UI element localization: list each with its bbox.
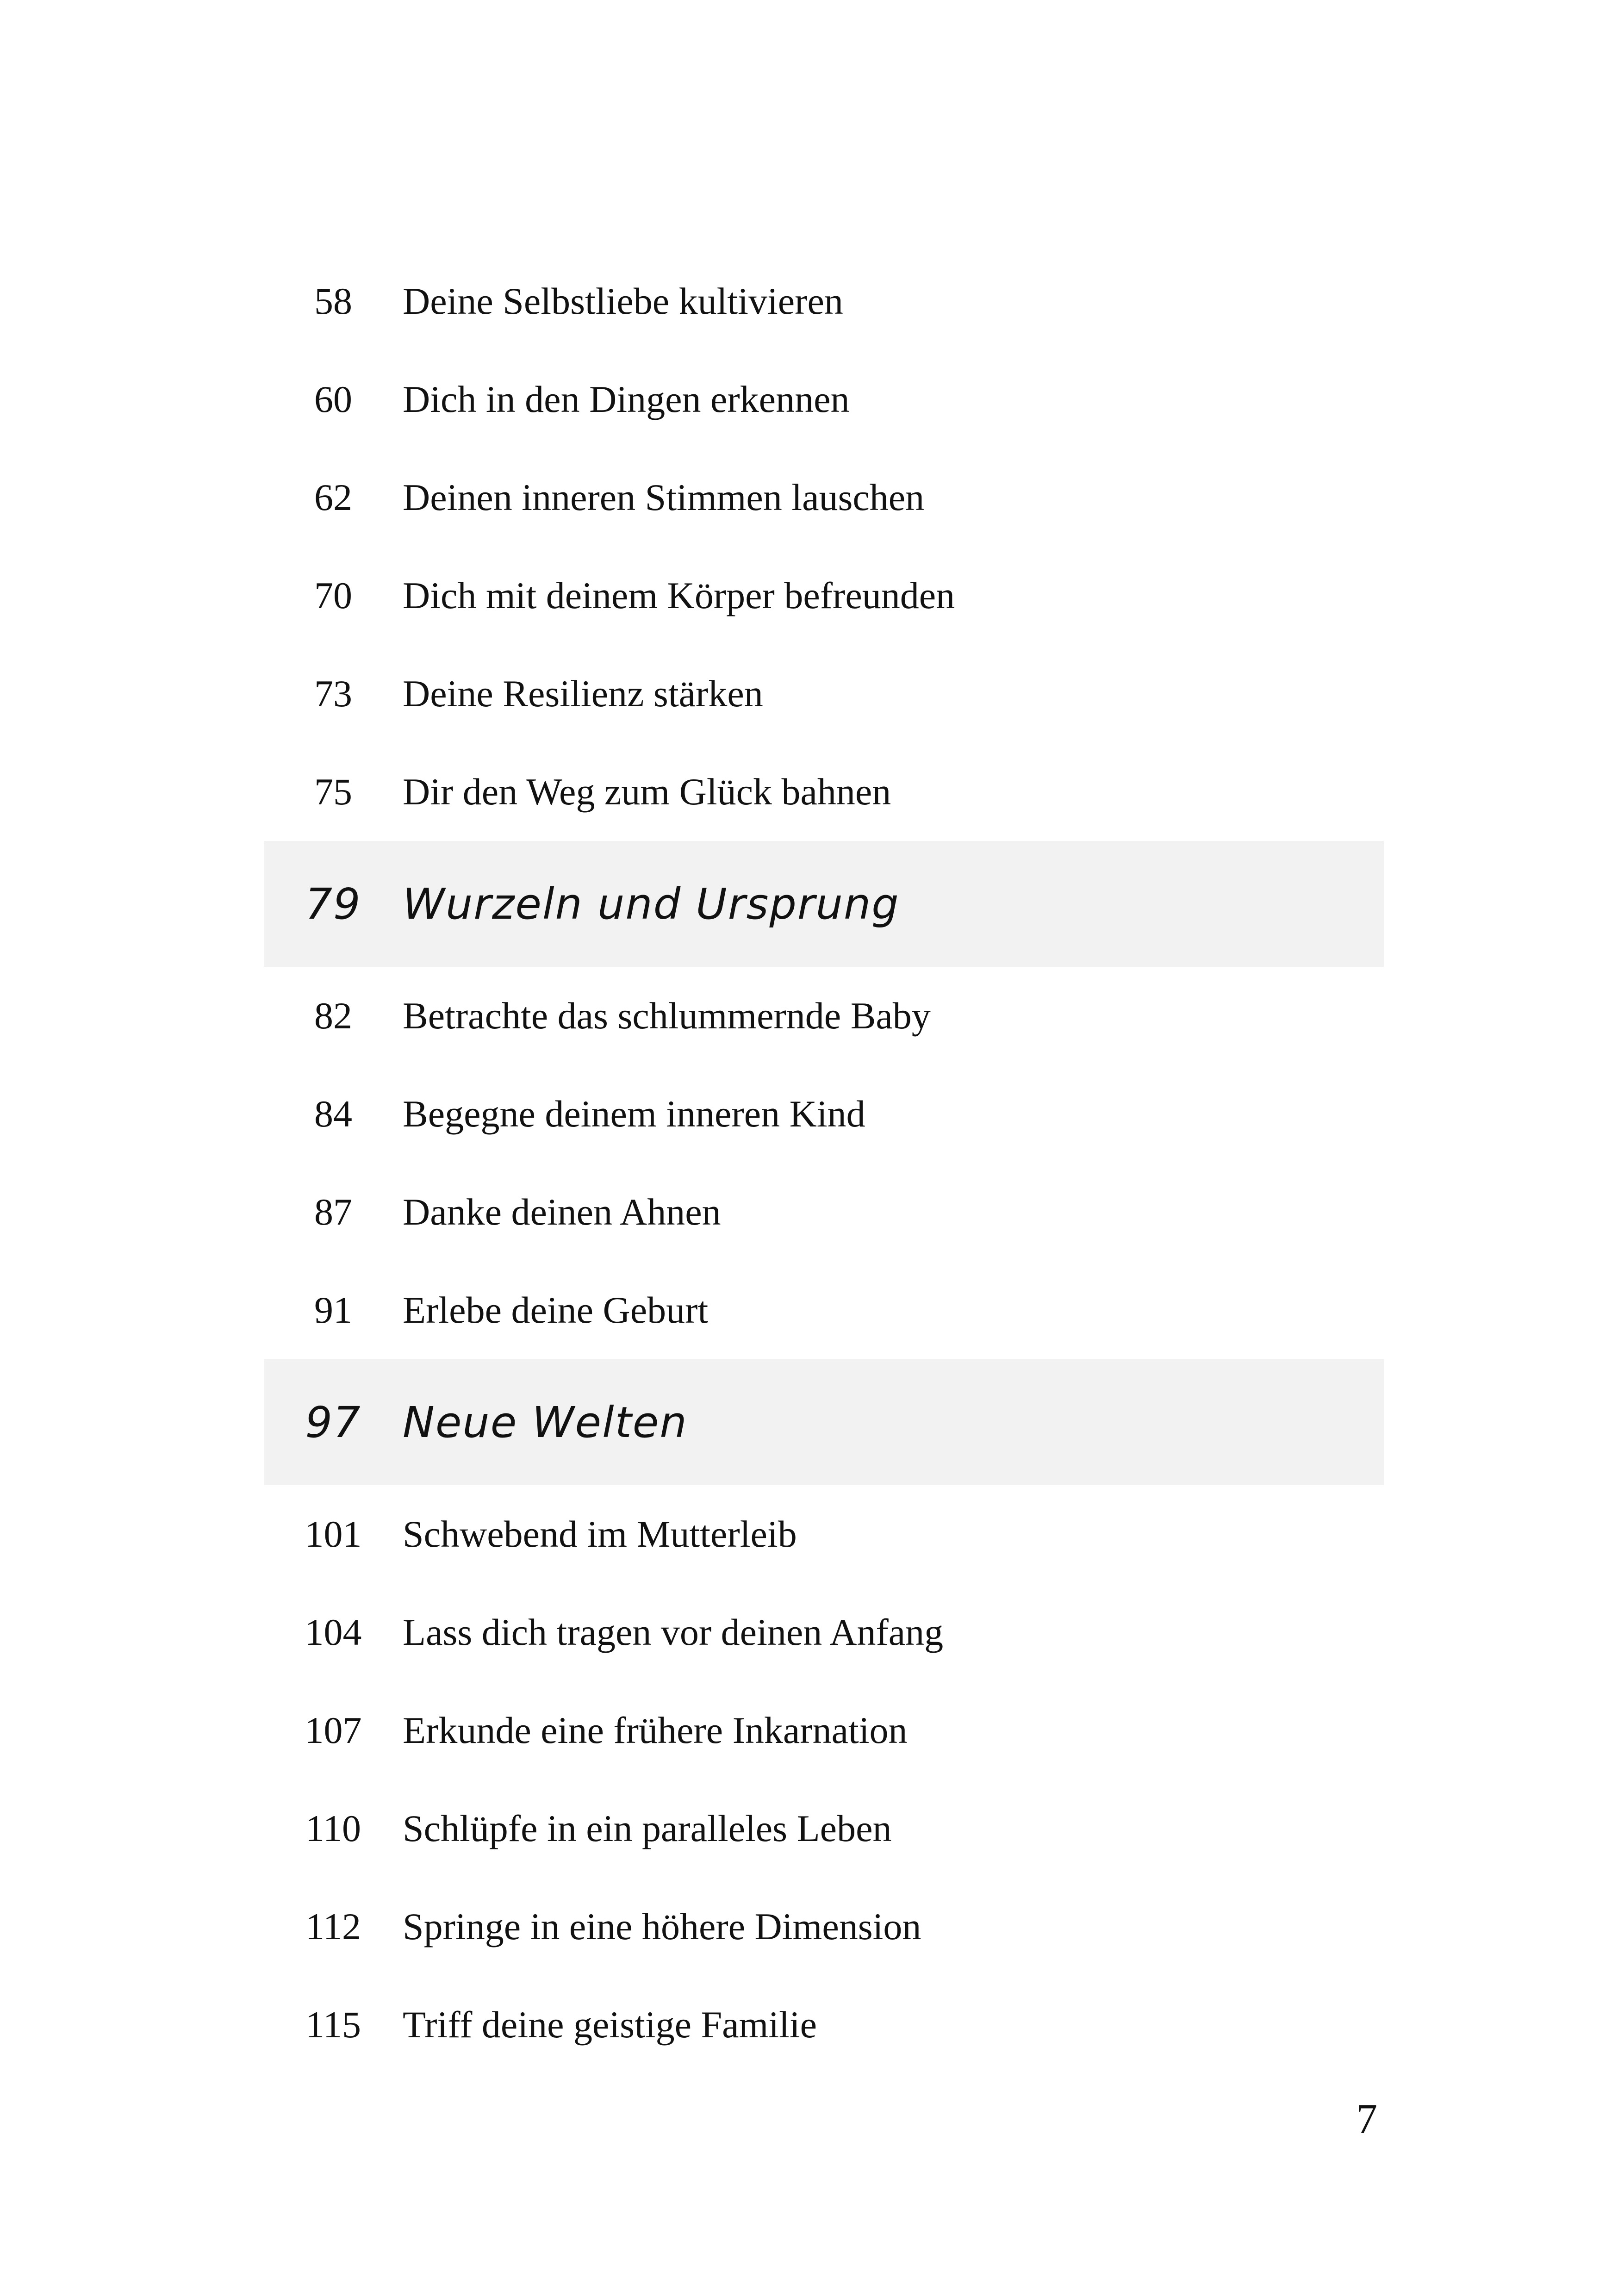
toc-chapter-heading [264,841,1384,967]
entry-title: Danke deinen Ahnen [403,1191,721,1233]
chapter-title: Wurzeln und Ursprung [403,879,900,929]
toc-entry [264,547,1384,645]
toc-entry [264,252,1384,350]
entry-page-number: 60 [314,378,352,420]
entry-title: Deinen inneren Stimmen lauschen [403,476,925,518]
toc-entry [264,645,1384,743]
entry-title: Erlebe deine Geburt [403,1289,709,1331]
entry-page-number: 73 [314,672,352,715]
entry-title: Schwebend im Mutterleib [403,1513,797,1555]
toc-entry [264,1878,1384,1976]
toc-entry [264,1485,1384,1583]
entry-page-number: 110 [305,1807,361,1849]
page-number: 7 [1356,2095,1377,2142]
entry-page-number: 87 [314,1191,352,1233]
entry-title: Triff deine geistige Familie [403,2004,817,2046]
toc-chapter-heading [264,1359,1384,1485]
entry-title: Springe in eine höhere Dimension [403,1905,921,1948]
chapter-page-number: 97 [305,1397,361,1447]
entry-title: Deine Resilienz stärken [403,672,763,715]
entry-title: Dich in den Dingen erkennen [403,378,850,420]
entry-page-number: 112 [305,1905,361,1948]
entry-title: Dir den Weg zum Glück bahnen [403,771,891,813]
toc-entry [264,1583,1384,1681]
chapter-page-number: 79 [305,879,361,929]
toc-entry [264,743,1384,841]
entry-page-number: 115 [305,2004,361,2046]
entry-page-number: 82 [314,995,352,1037]
entry-title: Schlüpfe in ein paralleles Leben [403,1807,892,1849]
toc-entry [264,350,1384,448]
entry-page-number: 58 [314,280,352,322]
toc-entry [264,1261,1384,1359]
toc-entry [264,1065,1384,1163]
toc-entry [264,967,1384,1065]
toc-entry [264,1976,1384,2074]
table-of-contents [264,252,1384,2074]
entry-title: Deine Selbstliebe kultivieren [403,280,843,322]
chapter-title: Neue Welten [403,1397,688,1447]
entry-page-number: 75 [314,771,352,813]
entry-page-number: 104 [305,1611,362,1653]
entry-page-number: 107 [305,1709,362,1751]
toc-entry [264,448,1384,547]
entry-title: Begegne deinem inneren Kind [403,1093,865,1135]
entry-page-number: 62 [314,476,352,518]
toc-entry [264,1681,1384,1780]
entry-page-number: 70 [314,574,352,616]
entry-page-number: 91 [314,1289,352,1331]
entry-title: Betrachte das schlummernde Baby [403,995,931,1037]
entry-title: Erkunde eine frühere Inkarnation [403,1709,908,1751]
entry-title: Lass dich tragen vor deinen Anfang [403,1611,944,1653]
toc-entry [264,1780,1384,1878]
toc-entry [264,1163,1384,1261]
entry-page-number: 84 [314,1093,352,1135]
entry-title: Dich mit deinem Körper befreunden [403,574,955,616]
entry-page-number: 101 [305,1513,362,1555]
